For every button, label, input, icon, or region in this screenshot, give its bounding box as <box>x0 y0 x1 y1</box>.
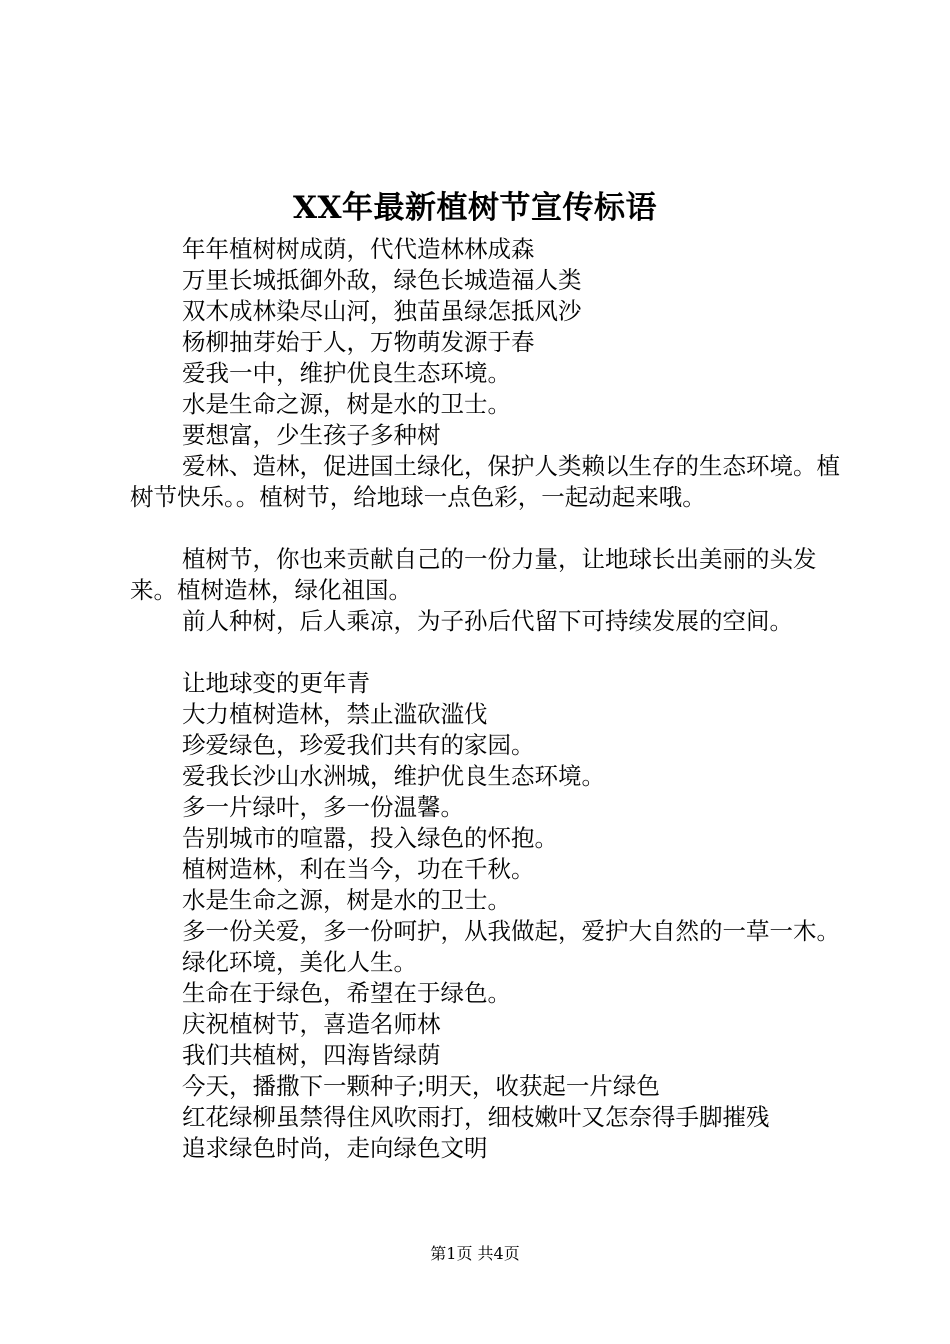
paragraph: 植树节，你也来贡献自己的一份力量，让地球长出美丽的头发来。植树造林，绿化祖国。 <box>130 545 817 604</box>
paragraph: 爱林、造林，促进国土绿化，保护人类赖以生存的生态环境。植树节快乐。。植树节，给地球一点色彩，一起动起来哦。 <box>130 452 840 511</box>
paragraph: 今天，播撒下一颗种子;明天，收获起一片绿色 <box>182 1072 660 1100</box>
document-body <box>130 234 850 1164</box>
paragraph: 庆祝植树节，喜造名师林 <box>182 1010 441 1038</box>
paragraph: 植树造林，利在当今，功在千秋。 <box>182 855 535 883</box>
paragraph: 爱我长沙山水洲城，维护优良生态环境。 <box>182 762 605 790</box>
paragraph: 水是生命之源，树是水的卫士。 <box>182 390 511 418</box>
paragraph: 杨柳抽芽始于人，万物萌发源于春 <box>182 328 535 356</box>
paragraph: 双木成林染尽山河，独苗虽绿怎抵风沙 <box>182 297 582 325</box>
paragraph: 生命在于绿色，希望在于绿色。 <box>182 979 511 1007</box>
document-title: XX年最新植树节宣传标语 <box>292 190 658 226</box>
paragraph: 我们共植树，四海皆绿荫 <box>182 1041 441 1069</box>
page-footer: 第1页 共4页 <box>430 1244 520 1263</box>
paragraph: 爱我一中，维护优良生态环境。 <box>182 359 511 387</box>
paragraph: 告别城市的喧嚣，投入绿色的怀抱。 <box>182 824 558 852</box>
paragraph: 让地球变的更年青 <box>182 669 370 697</box>
paragraph: 绿化环境，美化人生。 <box>182 948 417 976</box>
paragraph: 前人种树，后人乘凉，为子孙后代留下可持续发展的空间。 <box>182 607 793 635</box>
paragraph: 红花绿柳虽禁得住风吹雨打，细枝嫩叶又怎奈得手脚摧残 <box>182 1103 770 1131</box>
paragraph: 要想富，少生孩子多种树 <box>182 421 441 449</box>
paragraph: 多一份关爱，多一份呵护，从我做起，爱护大自然的一草一木。 <box>182 917 840 945</box>
paragraph: 多一片绿叶，多一份温馨。 <box>182 793 464 821</box>
paragraph: 大力植树造林，禁止滥砍滥伐 <box>182 700 488 728</box>
paragraph: 追求绿色时尚，走向绿色文明 <box>182 1134 488 1162</box>
paragraph: 珍爱绿色，珍爱我们共有的家园。 <box>182 731 535 759</box>
paragraph: 年年植树树成荫，代代造林林成森 <box>182 235 535 263</box>
paragraph: 万里长城抵御外敌，绿色长城造福人类 <box>182 266 582 294</box>
paragraph: 水是生命之源，树是水的卫士。 <box>182 886 511 914</box>
